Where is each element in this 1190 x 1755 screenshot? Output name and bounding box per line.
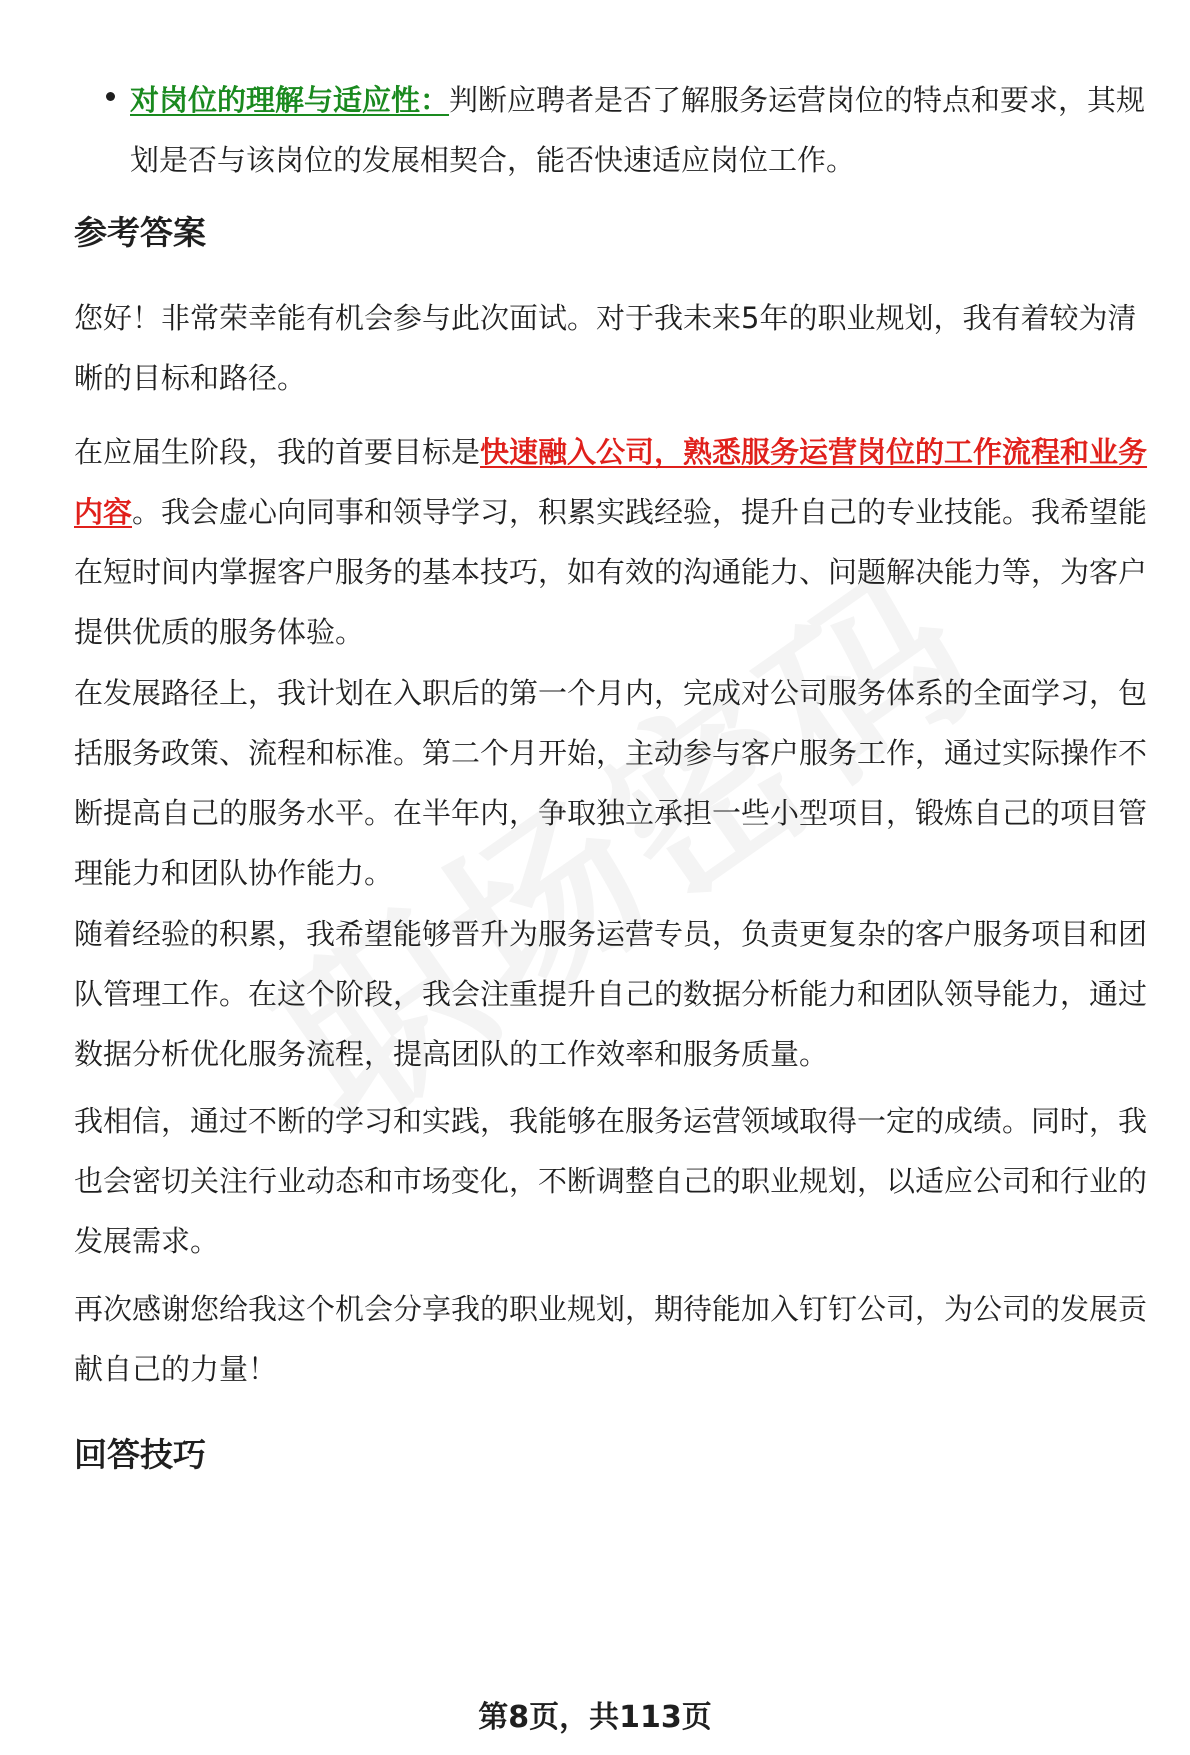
criterion-description: 判断应聘者是否了解服务运营岗位的特点和要求，其规划是否与该岗位的发展相契合，能否快速适应岗位工作。	[130, 83, 1146, 177]
bullet-dot-icon	[106, 92, 115, 101]
answer-paragraph-1: 您好！非常荣幸能有机会参与此次面试。对于我未来5年的职业规划，我有着较为清晰的目标和路径。	[74, 301, 1137, 395]
answer-paragraph-2-end: 。我会虚心向同事和领导学习，积累实践经验，提升自己的专业技能。我希望能在短时间内掌握客户服务的基本技巧，如有效的沟通能力、问题解决能力等，为客户提供优质的服务体验。	[74, 495, 1148, 649]
criterion-label: 对岗位的理解与适应性：	[130, 83, 450, 117]
answer-paragraph-5: 我相信，通过不断的学习和实践，我能够在服务运营领域取得一定的成绩。同时，我也会密切关注行业动态和市场变化，不断调整自己的职业规划，以适应公司和行业的发展需求。	[74, 1104, 1148, 1258]
answer-paragraph-2	[74, 422, 1159, 662]
answer-paragraph-2-highlight: 快速融入公司，熟悉服务运营岗位的工作流程和业务内容	[74, 435, 1148, 529]
criterion-bullet	[100, 70, 1160, 190]
criterion-text	[130, 70, 1160, 190]
answer-paragraph-4: 随着经验的积累，我希望能够晋升为服务运营专员，负责更复杂的客户服务项目和团队管理工作。在这个阶段，我会注重提升自己的数据分析能力和团队领导能力，通过数据分析优化服务流程，提高团队的工作效率和服务质量。	[74, 917, 1148, 1071]
answer-tips-heading: 回答技巧	[74, 1435, 206, 1474]
answer-paragraph-3: 在发展路径上，我计划在入职后的第一个月内，完成对公司服务体系的全面学习，包括服务政策、流程和标准。第二个月开始，主动参与客户服务工作，通过实际操作不断提高自己的服务水平。在半年内，争取独立承担一些小型项目，锻炼自己的项目管理能力和团队协作能力。	[74, 676, 1148, 890]
reference-answer-heading: 参考答案	[74, 213, 206, 252]
page-number: 第8页，共113页	[478, 1700, 712, 1735]
answer-paragraph-2-start: 在应届生阶段，我的首要目标是	[74, 435, 481, 469]
answer-paragraph-6: 再次感谢您给我这个机会分享我的职业规划，期待能加入钉钉公司，为公司的发展贡献自己的力量！	[74, 1292, 1148, 1386]
